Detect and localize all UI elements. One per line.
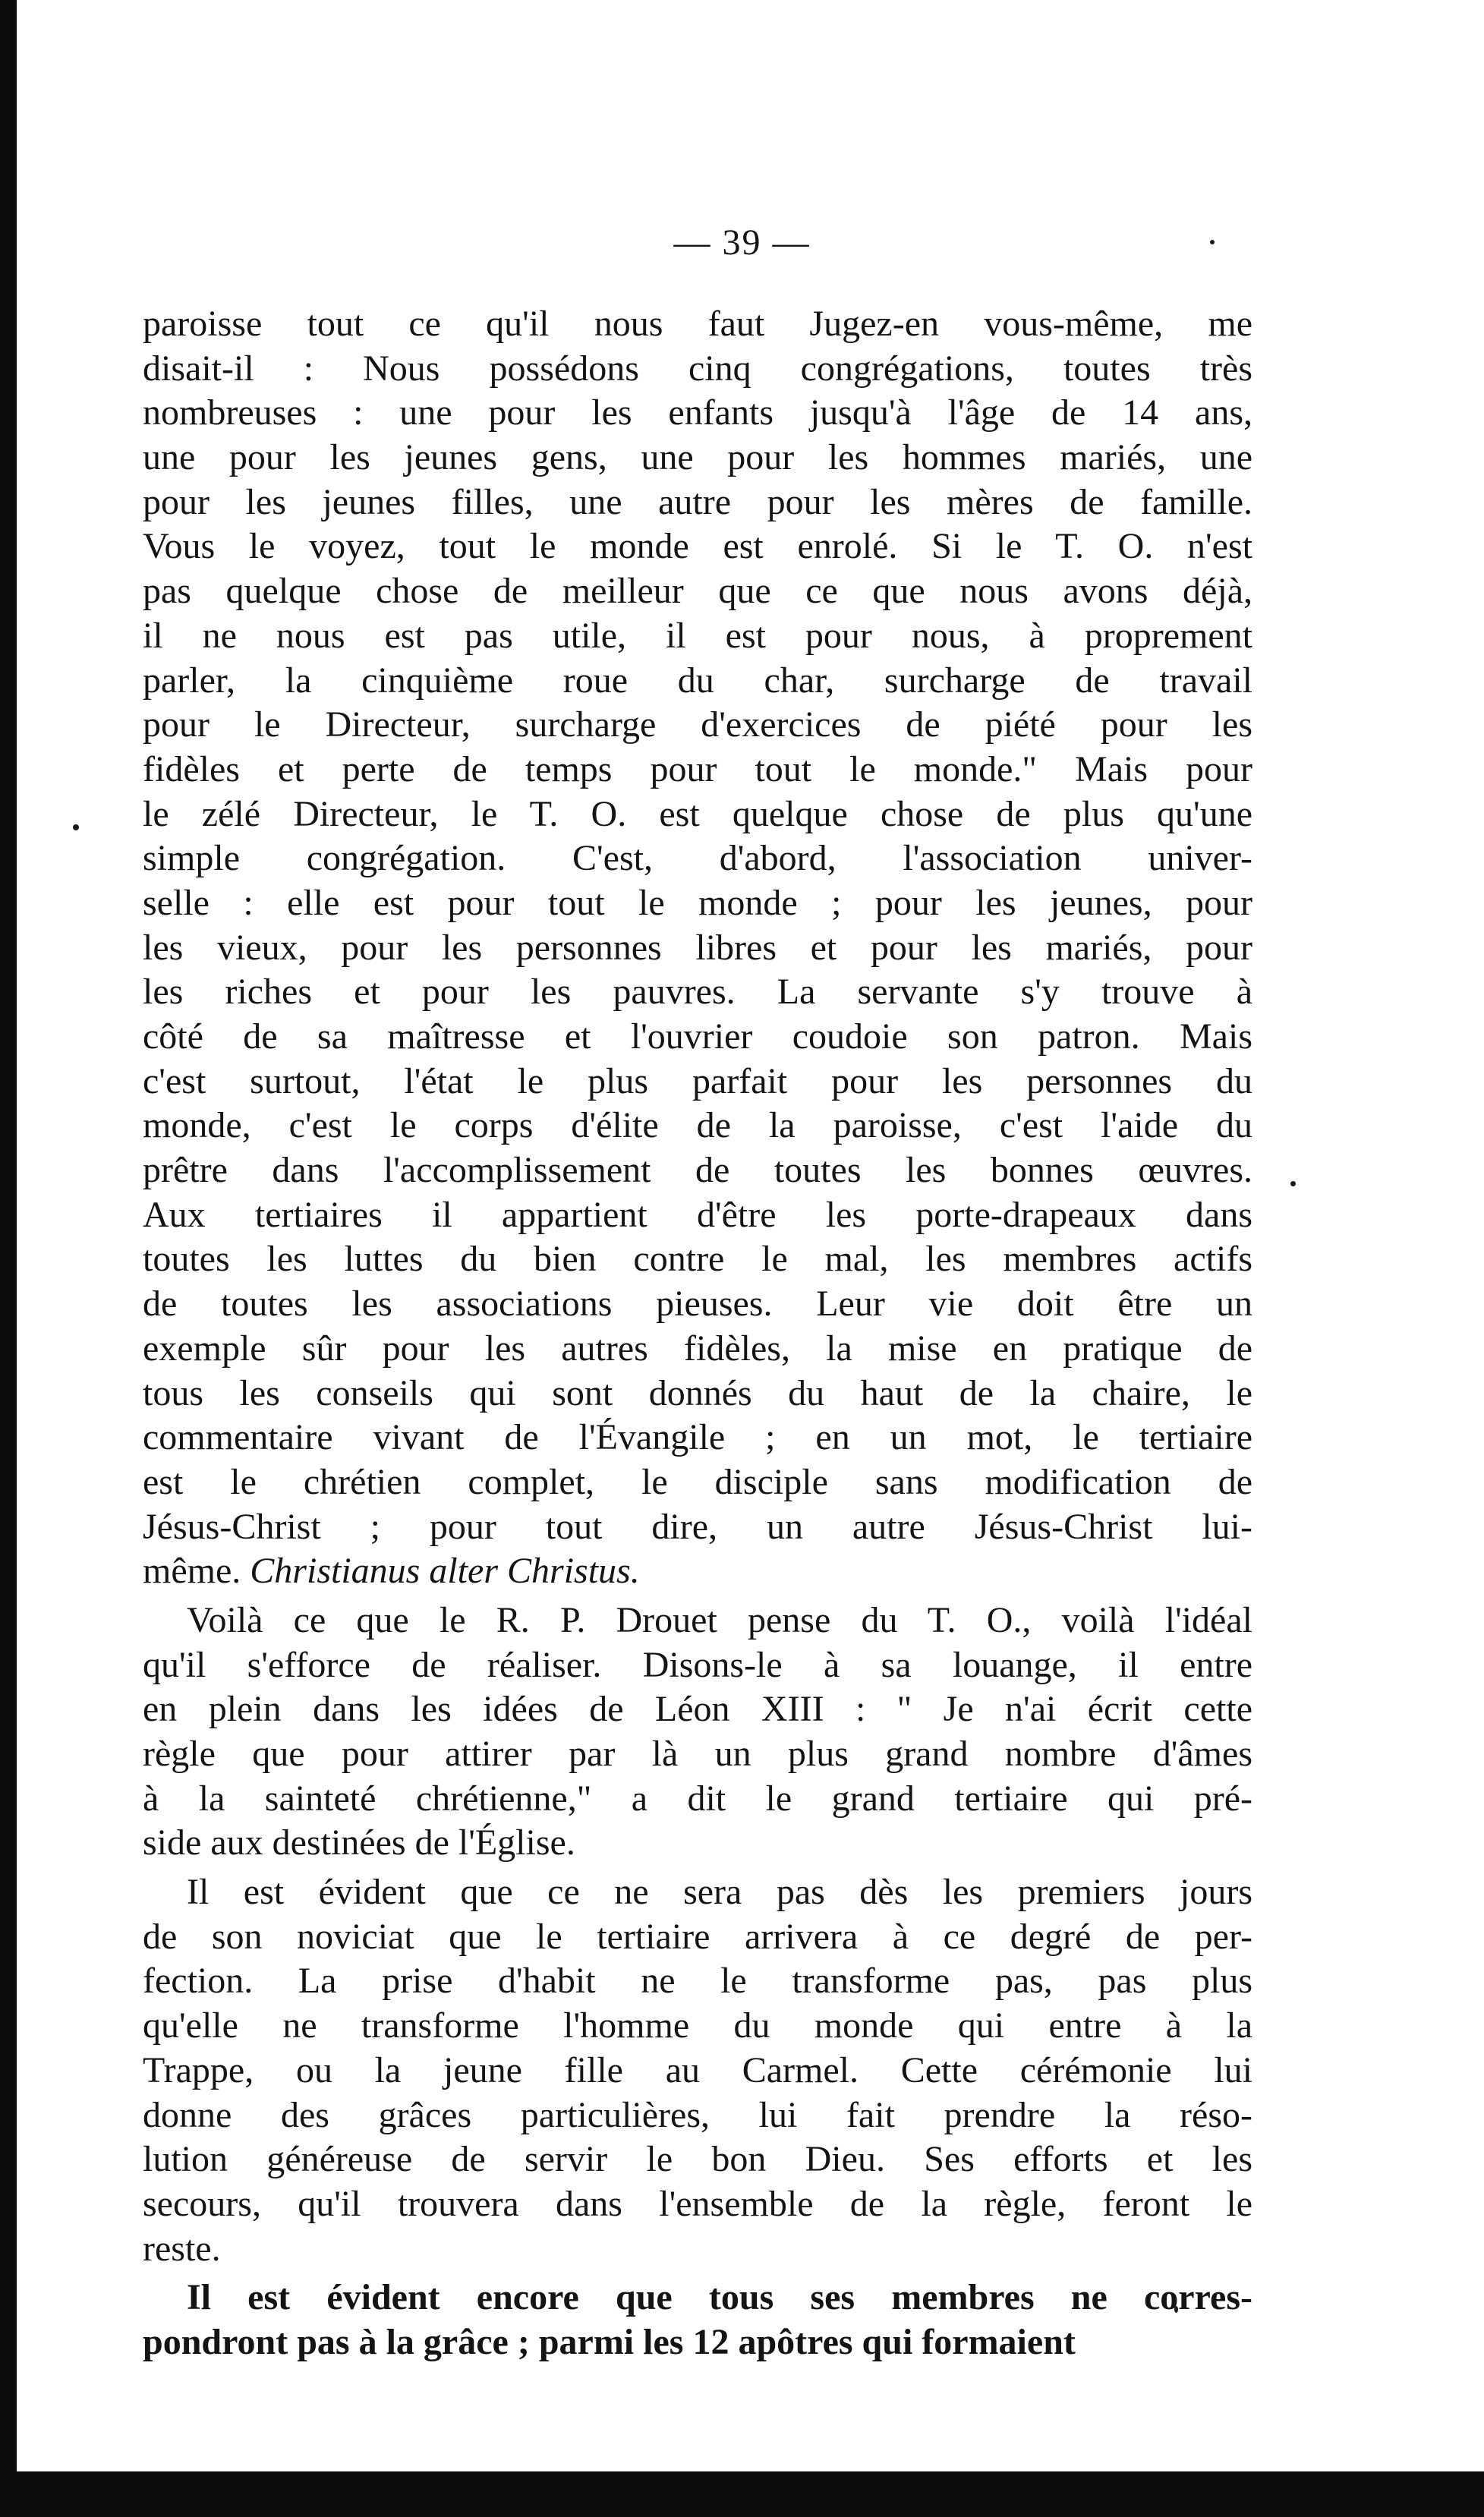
text-line: paroisse tout ce qu'il nous faut Jugez-en vous-même, me: [143, 304, 1252, 344]
text-line: side aux destinées de l'Église.: [143, 1822, 575, 1863]
page-number: — 39 —: [673, 222, 811, 263]
text-line: Il est évident que ce ne sera pas dès les premiers jours: [187, 1872, 1252, 1913]
text-line: fidèles et perte de temps pour tout le monde." Mais pour: [143, 748, 1252, 789]
body-text: [143, 302, 1252, 2365]
text-line: c'est surtout, l'état le plus parfait pour les personnes du: [143, 1060, 1252, 1101]
text-line: à la sainteté chrétienne," a dit le grand tertiaire qui pré-: [143, 1778, 1252, 1819]
text-line: fection. La prise d'habit ne le transforme pas, pas plus: [143, 1961, 1252, 2002]
text-line: prêtre dans l'accomplissement de toutes les bonnes œuvres.: [143, 1150, 1252, 1191]
text-line: qu'elle ne transforme l'homme du monde qui entre à la: [143, 2005, 1252, 2046]
text-line: pour le Directeur, surcharge d'exercices de piété pour les: [143, 704, 1252, 745]
text-line: pour les jeunes filles, une autre pour les mères de famille.: [143, 481, 1252, 522]
text-line: monde, c'est le corps d'élite de la paroisse, c'est l'aide du: [143, 1105, 1252, 1146]
paragraph: [143, 1870, 1252, 2271]
text-line: lution généreuse de servir le bon Dieu. Ses efforts et les: [143, 2139, 1252, 2180]
scan-bottom-border: [17, 2471, 1484, 2517]
text-line: Jésus-Christ ; pour tout dire, un autre Jésus-Christ lui-: [143, 1506, 1252, 1547]
text-line: Trappe, ou la jeune fille au Carmel. Cette cérémonie lui: [143, 2049, 1252, 2090]
latin-quote: Christianus alter Christus.: [250, 1551, 640, 1592]
text-line: toutes les luttes du bien contre le mal, les membres actifs: [143, 1239, 1252, 1280]
text-line: [143, 1549, 1252, 1594]
text-line: pondront pas à la grâce ; parmi les 12 apôtres qui formaient: [143, 2321, 1076, 2362]
text-line: de son noviciat que le tertiaire arrivera à ce degré de per-: [143, 1916, 1252, 1957]
text-line: en plein dans les idées de Léon XIII : " Je n'ai écrit cette: [143, 1689, 1252, 1730]
text-line: simple congrégation. C'est, d'abord, l'association univer-: [143, 838, 1252, 879]
text-line: tous les conseils qui sont donnés du haut de la chaire, le: [143, 1372, 1252, 1413]
text-line: exemple sûr pour les autres fidèles, la mise en pratique de: [143, 1328, 1252, 1369]
text-line: disait-il : Nous possédons cinq congrégations, toutes très: [143, 348, 1252, 389]
paragraph: [143, 2276, 1252, 2364]
text-line: de toutes les associations pieuses. Leur vie doit être un: [143, 1284, 1252, 1325]
text-line: les riches et pour les pauvres. La servante s'y trouve à: [143, 972, 1252, 1013]
text-line: côté de sa maîtresse et l'ouvrier coudoie son patron. Mais: [143, 1016, 1252, 1057]
scan-speck: [73, 824, 79, 830]
text-line: une pour les jeunes gens, une pour les hommes mariés, une: [143, 437, 1252, 478]
text-line: Il est évident encore que tous ses membres ne corres-: [187, 2277, 1252, 2318]
text-line: il ne nous est pas utile, il est pour nous, à proprement: [143, 615, 1252, 656]
paragraph: [143, 1599, 1252, 1866]
text-line: nombreuses : une pour les enfants jusqu'à l'âge de 14 ans,: [143, 392, 1252, 433]
text-line: selle : elle est pour tout le monde ; pour les jeunes, pour: [143, 882, 1252, 923]
paragraph: [143, 302, 1252, 1594]
text-line: pas quelque chose de meilleur que ce que nous avons déjà,: [143, 571, 1252, 612]
text-line: parler, la cinquième roue du char, surcharge de travail: [143, 660, 1252, 701]
scan-speck: [1290, 1181, 1296, 1186]
text-line: Voilà ce que le R. P. Drouet pense du T. O., voilà l'idéal: [187, 1599, 1252, 1640]
text-line: les vieux, pour les personnes libres et pour les mariés, pour: [143, 927, 1252, 968]
text-line: Vous le voyez, tout le monde est enrolé. Si le T. O. n'est: [143, 526, 1252, 567]
text-line: qu'il s'efforce de réaliser. Disons-le à sa louange, il entre: [143, 1644, 1252, 1685]
text-line: Aux tertiaires il appartient d'être les porte-drapeaux dans: [143, 1194, 1252, 1235]
text-run: même.: [143, 1551, 250, 1592]
text-line: secours, qu'il trouvera dans l'ensemble de la règle, feront le: [143, 2183, 1252, 2224]
text-line: est le chrétien complet, le disciple sans modification de: [143, 1461, 1252, 1502]
scan-left-border: [0, 0, 17, 2517]
text-line: reste.: [143, 2228, 221, 2269]
text-line: règle que pour attirer par là un plus grand nombre d'âmes: [143, 1734, 1252, 1774]
text-line: donne des grâces particulières, lui fait prendre la réso-: [143, 2094, 1252, 2135]
text-line: le zélé Directeur, le T. O. est quelque chose de plus qu'une: [143, 793, 1252, 834]
text-line: commentaire vivant de l'Évangile ; en un mot, le tertiaire: [143, 1417, 1252, 1458]
